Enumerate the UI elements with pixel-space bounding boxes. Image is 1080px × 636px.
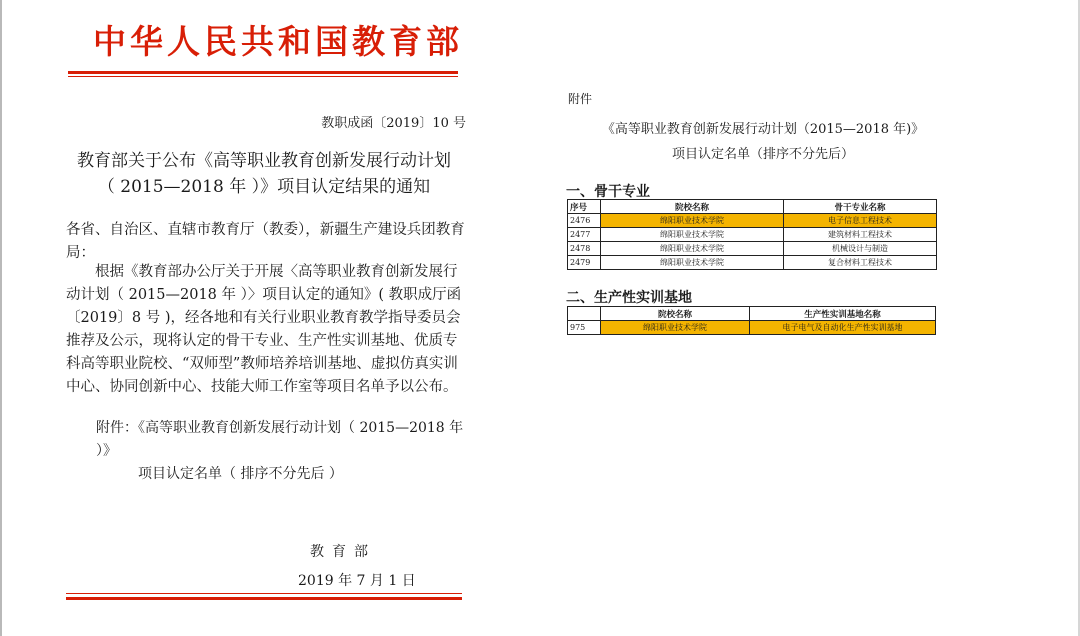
notice-body: 根据《教育部办公厅关于开展〈高等职业教育创新发展行动计划（ 2015—2018 年 ）〉项目认定的通知》( 教职成厅函〔2019〕8 号 )，经各地和有关行业职业教育教学指导委员会推荐及公示，现将认定的骨干专业、生产性实训基地、优质专科高等职业院校、“双师型”教师培养培训基地、虚拟仿真实训中心、协同创新中心、技能大师工作室等项目名单予以公布。	[66, 264, 462, 395]
training-bases-table	[567, 306, 936, 335]
table-header-row	[568, 200, 937, 214]
addressee: 各省、自治区、直辖市教育厅（教委），新疆生产建设兵团教育局：	[66, 222, 465, 261]
table-row	[568, 256, 937, 270]
issue-date: 2019 年 7 月 1 日	[298, 573, 416, 589]
cell-no: 2478	[568, 242, 601, 256]
section-heading-key-majors: 一、骨干专业	[566, 184, 650, 200]
attachment-label: 附件	[568, 92, 593, 106]
cell-school: 绵阳职业技术学院	[601, 321, 750, 335]
table-row	[568, 228, 937, 242]
cell-no: 2476	[568, 214, 601, 228]
cell-school: 绵阳职业技术学院	[601, 228, 784, 242]
cell-school: 绵阳职业技术学院	[601, 214, 784, 228]
column-header-no: 序号	[568, 200, 601, 214]
cell-major: 电子信息工程技术	[784, 214, 937, 228]
attachment-note-line2: 项目认定名单（ 排序不分先后 ）	[138, 466, 343, 482]
notice-title-line2: （ 2015—2018 年 ）》项目认定结果的通知	[97, 177, 431, 197]
table-row	[568, 321, 936, 335]
footer-rule-thick	[66, 597, 462, 600]
column-header-major: 骨干专业名称	[784, 200, 937, 214]
section-heading-training-bases: 二、生产性实训基地	[566, 290, 692, 306]
notice-title	[66, 148, 462, 200]
masthead: 中华人民共和国教育部	[93, 22, 463, 61]
cell-base: 电子电气及自动化生产性实训基地	[750, 321, 936, 335]
notice-page	[0, 0, 530, 636]
column-header-school: 院校名称	[601, 307, 750, 321]
cell-no: 2477	[568, 228, 601, 242]
cell-major: 建筑材料工程技术	[784, 228, 937, 242]
attachment-note	[66, 417, 466, 486]
cell-school: 绵阳职业技术学院	[601, 256, 784, 270]
table-row	[568, 242, 937, 256]
table-row	[568, 214, 937, 228]
attachment-title-line2: 项目认定名单（排序不分先后）	[671, 147, 854, 162]
signature: 教育部	[310, 544, 376, 560]
masthead-rule-bottom	[68, 76, 458, 77]
cell-no: 975	[568, 321, 601, 335]
document-number: 教职成函〔2019〕10 号	[321, 116, 466, 131]
column-header-no	[568, 307, 601, 321]
notice-title-line1: 教育部关于公布《高等职业教育创新发展行动计划	[77, 151, 451, 171]
footer-rule-thin	[66, 593, 462, 594]
cell-major: 机械设计与制造	[784, 242, 937, 256]
masthead-rule-top	[68, 71, 458, 74]
column-header-base: 生产性实训基地名称	[750, 307, 936, 321]
attachment-note-line1: 附件：《高等职业教育创新发展行动计划（ 2015—2018 年 ）》	[96, 420, 464, 459]
cell-school: 绵阳职业技术学院	[601, 242, 784, 256]
table-header-row	[568, 307, 936, 321]
key-majors-table	[567, 199, 937, 270]
attachment-page	[548, 0, 1068, 636]
column-header-school: 院校名称	[601, 200, 784, 214]
cell-no: 2479	[568, 256, 601, 270]
attachment-title-line1: 《高等职业教育创新发展行动计划（2015—2018 年)》	[601, 122, 925, 137]
cell-major: 复合材料工程技术	[784, 256, 937, 270]
